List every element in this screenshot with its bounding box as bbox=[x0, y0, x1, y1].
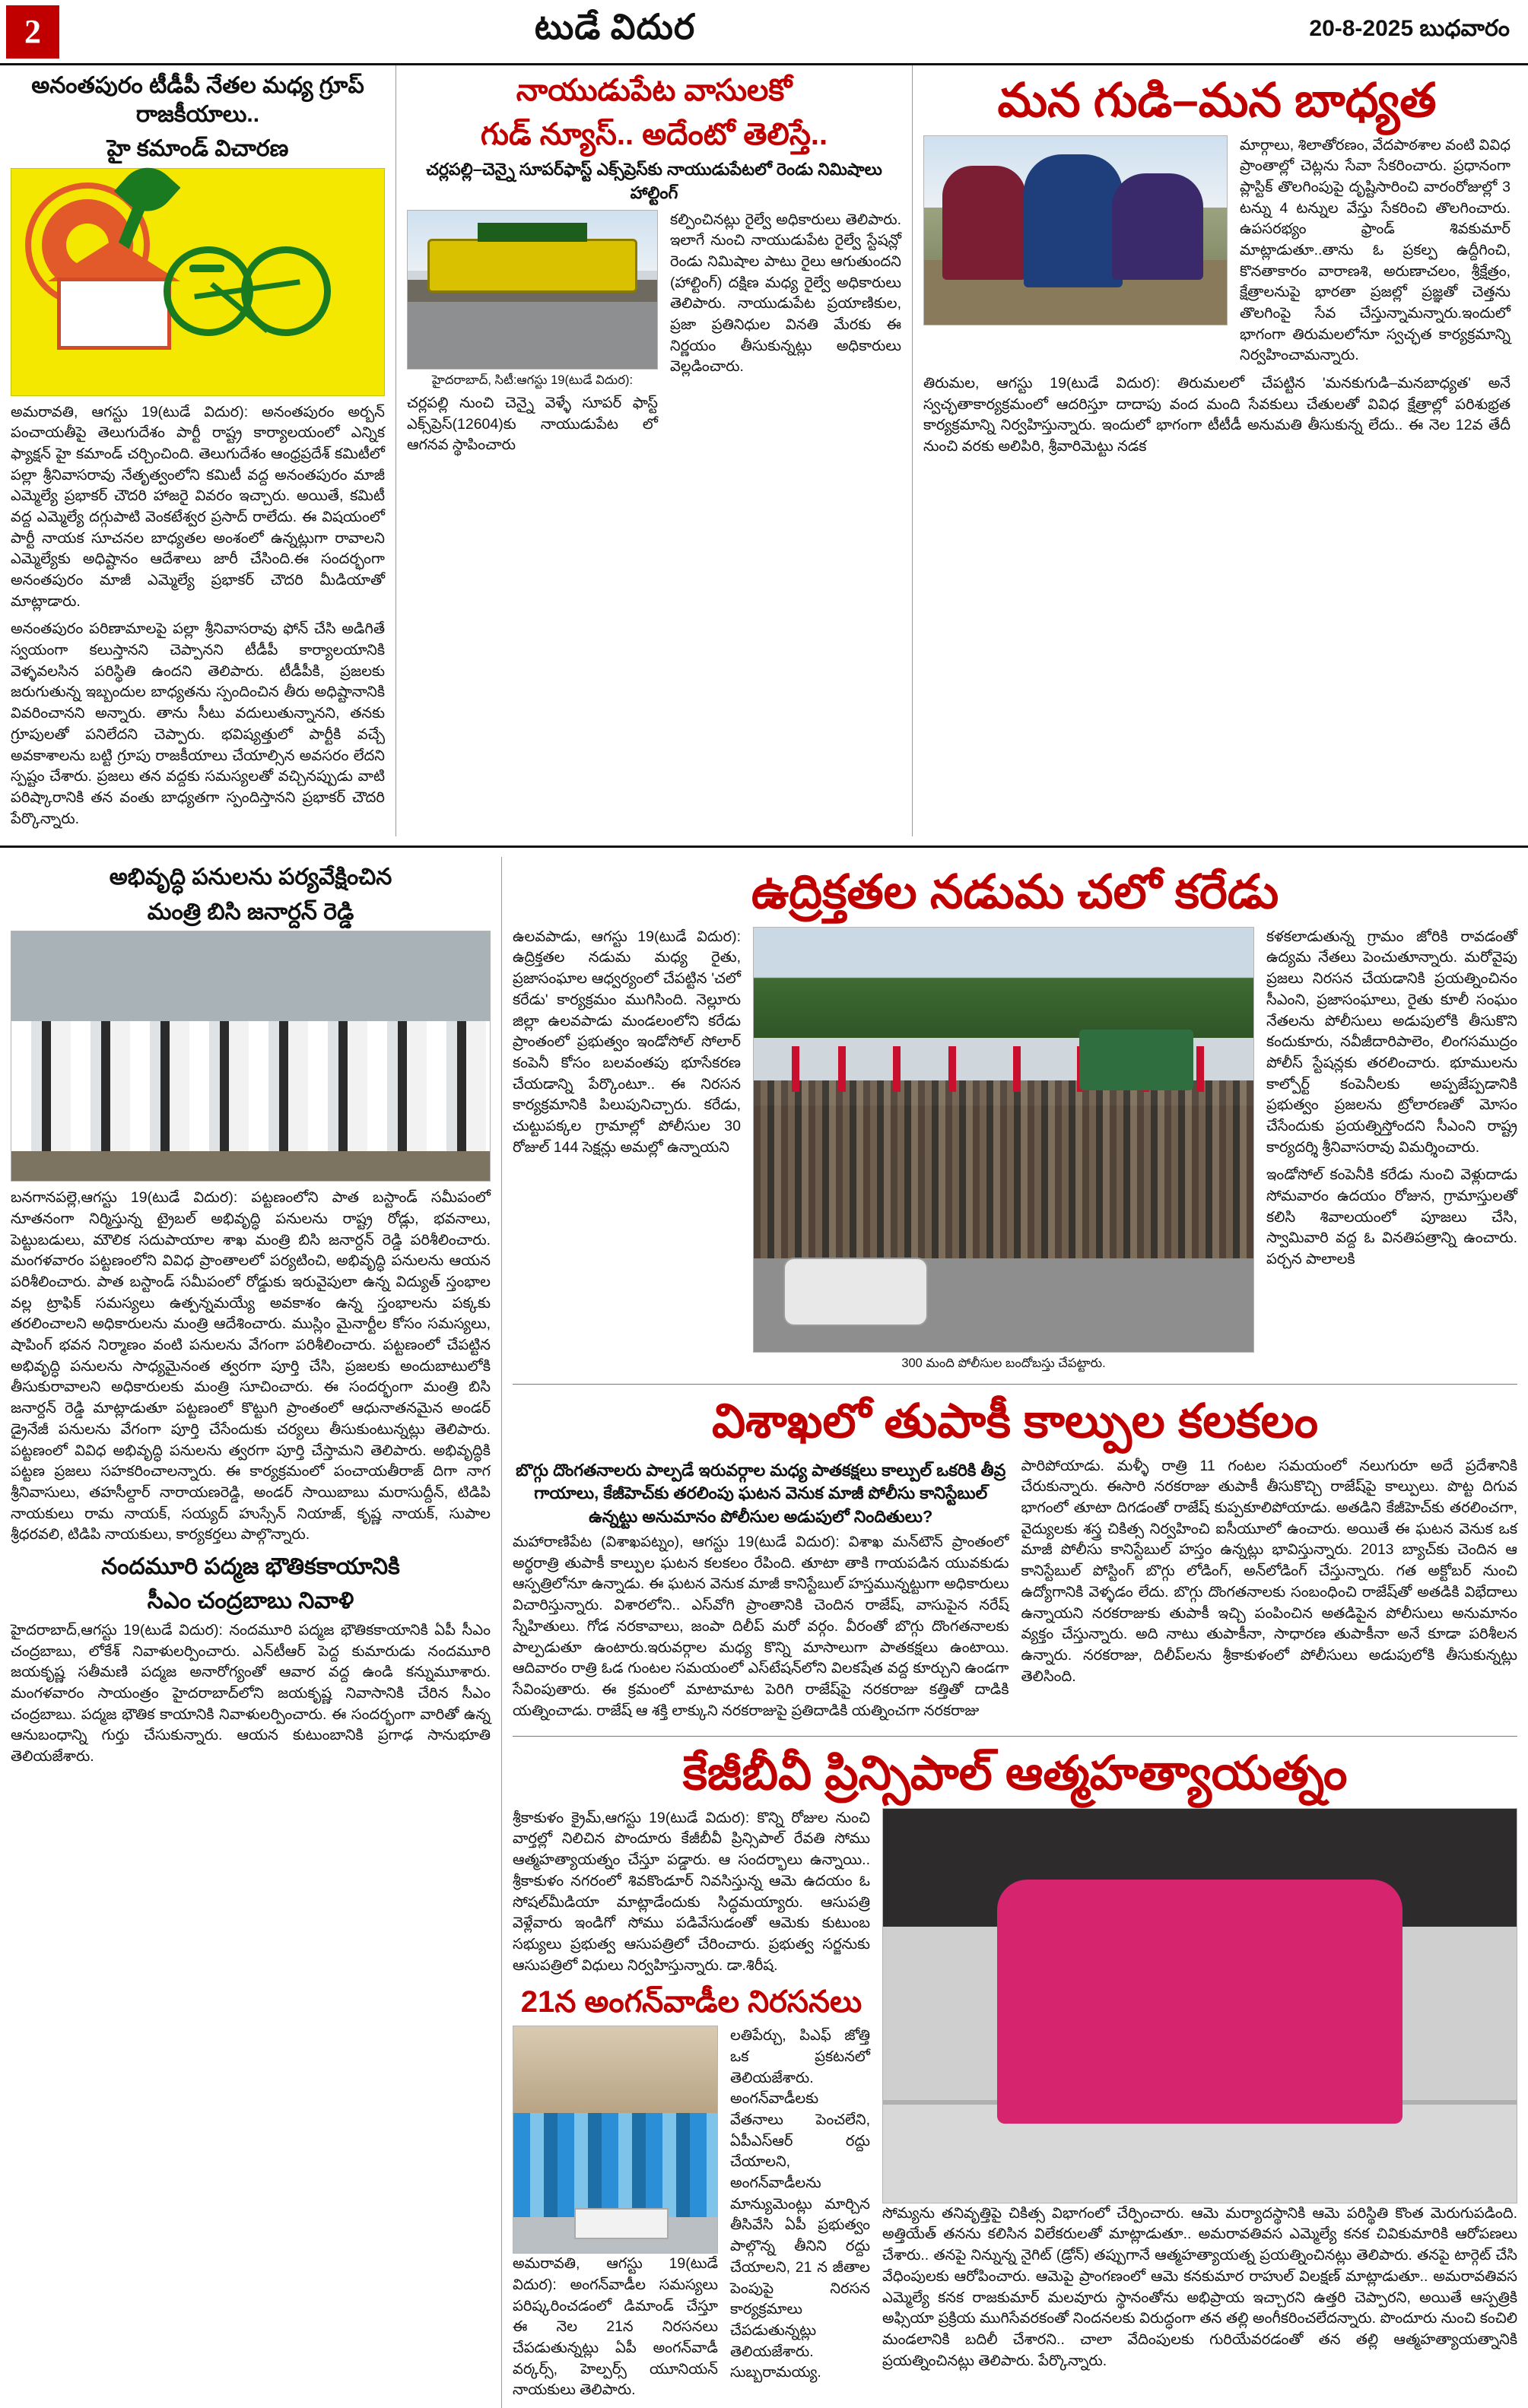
mid-section bbox=[0, 857, 1528, 2408]
tdp-paragraph-2: అనంతపురం పరిణామాలపై పల్లా శ్రీనివాసరావు ఫోన్ చేసి అడిగితే స్వయంగా కలుస్తానని చెప్పానని టీడీపీ కార్యాలయానికి వెళ్ళవలసిన పరిస్థితి ఉందని తెలిపారు. టీడీపీకి, ప్రజలకు జరుగుతున్న ఇబ్బందుల బాధ్యతను స్పందించిన తీరు అధిష్టానానికి వివరించానని అన్నారు. తాను సీటు వదులుతున్నానని, తనకు గ్రూపులతో పనిలేదని చెప్పారు. భవిష్యత్తులో పార్టీకి వచ్చే అవకాశాలను బట్టి గ్రూపు రాజకీయాలు చేయాల్సిన అవసరం లేదని స్పష్టం చేశారు. ప్రజలు తన వద్దకు సమస్యలతో వచ్చినప్పుడు వాటి పరిష్కారానికి తన వంతు బాధ్యతగా స్పందిస్తానని ప్రభాకర్ చౌదరి పేర్కొన్నారు. bbox=[11, 620, 385, 827]
top-section bbox=[0, 65, 1528, 836]
naidupeta-paragraph-1: చర్లపల్లి నుంచి చెన్నై వెళ్ళే సూపర్ ఫాస్ట్ ఎక్స్‌ప్రెస్(12604)కు నాయుడుపేట లో ఆగనవ స్థాపించారు bbox=[407, 395, 658, 454]
story-kgbv bbox=[513, 1744, 1517, 2408]
railway-station-photo bbox=[407, 210, 658, 370]
nandamuri-headline-line1: నందమూరి పద్మజ భౌతికకాయానికి bbox=[101, 1553, 400, 1579]
story-ulavapadu bbox=[513, 863, 1517, 1376]
visakha-paragraph-1: మహారాణిపేట (విశాఖపట్నం), ఆగస్టు 19(టుడే విదుర): విశాఖ మన్‌టౌన్ ప్రాంతంలో అర్థరాత్రి తుపాకీ కాల్పుల ఘటన కలకలం రేపింది. తూటా తాకి గాయపడిన యువకుడు ఆస్పత్రిలోనూ ఉన్నాడు. ఈ ఘటన వెనుక మాజీ కానిస్టేబుల్ హస్తమున్నట్టుగా అధికారులు విచారిస్తున్నారు. విశారలోని.. ఎస్‌వోగి ప్రాంతానికి చెందిన రాజేష్, వాసుపైన నరేష్ స్నేహితులు. గోడ నరకావాలు, జంపా దిలీప్ మరో వర్గం. వీరంతో బొగ్గు దొంగతనాలకు పాల్పడుతూ ఉంటారు.ఇరువర్గాల మధ్య కొన్ని మాసాలుగా పాతకక్షలు ఉంటాయి. ఆదివారం రాత్రి ఓడ గుంటల సమయంలో ఎస్‌టేషన్‌లోని విలకషేత వద్ద కూర్చుని ఉండగా సేవింపుతారు. ఈ క్రమంలో మాటామాట పెరిగి రాజేష్‌పై నరకరాజు కత్తితో దాడికి యత్నించాడు. రాజేష్ ఆ శక్తి లాక్కుని నరకరాజుపై ప్రతిదాడికి యత్నించగా నరకరాజు bbox=[513, 1534, 1009, 1719]
tdp-headline-line2: హై కమాండ్ విచారణ bbox=[106, 136, 289, 161]
story-naidupeta bbox=[396, 65, 913, 836]
anganwadi-headline: 21న అంగన్‌వాడీల నిరసనలు bbox=[520, 1985, 862, 2019]
temple-seva-photo bbox=[923, 135, 1228, 325]
naidupeta-headline-line2: గుడ్ న్యూస్.. అదేంటో తెలిస్తే.. bbox=[480, 118, 828, 151]
kgbv-paragraph-1: శ్రీకాకుళం క్రైమ్,ఆగస్టు 19(టుడే విదుర): కొన్ని రోజుల నుంచి వార్తల్లో నిలిచిన పొందూరు కేజీబీవీ ప్రిన్సిపాల్ రేవతి సోము ఆత్మహత్యాయత్నం చేస్తూ పడ్డారు. ఆ సందర్భాలు ఉన్నాయి.. శ్రీకాకుళం నగరంలో శివకొండూర్ నివసిస్తున్న ఆమె ఉదయం ఓ సోషల్‌మీడియా మాట్లాడేందుకు సిద్ధమయ్యారు. ఆసుపత్రి వెళ్లేవారు ఇండిగో సోము పడివేసుడంతో ఆమెకు కుటుంబ సభ్యులు ప్రభుత్వ ఆసుపత్రిలో చేరించారు. ప్రభుత్వ సర్జనుకు ఆసుపత్రిలో విధులు నిర్వహిస్తున్నారు. డా.శిరీష. bbox=[513, 1809, 870, 1974]
naidupeta-subhead: చర్లపల్లి–చెన్నై సూపర్‌ఫాస్ట్ ఎక్స్‌ప్రెస్‌కు నాయుడుపేటలో రెండు నిమిషాలు హాల్టింగ్ bbox=[426, 160, 882, 202]
visakha-subhead: బొగ్గు దొంగతనాలరు పాల్పడే ఇరువర్గాల మధ్య పాతకక్షలు కాల్పుల్ ఒకరికి తీవ్ర గాయాలు, కేజీహెచ్‌కు తరలింపు ఘటన వెనుక మాజీ పోలీసు కానిస్టేబుల్ ఉన్నట్టు అనుమానం పోలీసుల అడుపులో నిందితులు? bbox=[516, 1460, 1006, 1527]
hospital-patient-photo bbox=[882, 1808, 1517, 2203]
anganwadi-paragraph-2: లతిపేర్చు, పిఎఫ్ జోత్తి ఒక ప్రకటనలో తెలియజేశారు. అంగన్‌వాడీలకు వేతనాలు పెంచలేని, ఏపీఎస్‌ఆర్ రద్దు చేయాలని, అంగన్‌వాడీలను మాన్యుమెంట్లు మార్చిన తీసివేసి ఏపీ ప్రభుత్వం పాల్గొన్న తీనిని రద్దు చేయాలని, 21 న జీతాల పెంపుపై నిరసన కార్యక్రమాలు చేపడుతున్నట్లు తెలియజేశారు. సుబ్బరామయ్య. bbox=[730, 2027, 870, 2381]
ulavapadu-photo-caption: 300 మంది పోలీసుల బందోబస్తు చేపట్టారు. bbox=[901, 1356, 1106, 1370]
anganwadi-protest-photo bbox=[513, 2026, 718, 2254]
ulavapadu-headline: ఉద్రిక్తతల నడుమ చలో కరేడు bbox=[751, 866, 1279, 919]
temple-paragraph-1: మార్గాలు, శిలాతోరణం, వేదపాఠశాల వంటి వివిధ ప్రాంతాల్లో చెట్లను సేవా సేకరించారు. ప్రధానంగా ప్లాస్టిక్ తొలగింపుపై దృష్టిసారించి వారంరోజుల్లో 3 టన్ను 4 టన్నుల వేస్తు సేకరించి తొలగించారు. ఉపసరభ్యం ఫ్రాండ్ శివకుమార్ మాట్లాడుతూ..తాను ఓ ప్రకల్ప ఉద్దీగించి, కొనతాకారం వారాణశి, అరుణాచలం, శ్రీక్షేత్రం, క్షేత్రాలనుపై భారతా ప్రజల్లో ప్రజ్ఞతో చెత్తను తొలగింపై సేవ చేస్తున్నామన్నారు.ఇందులో భాగంగా తిరుమలలోనూ స్వచ్ఛత కార్యక్రమాన్ని నిర్వహించామన్నారు. bbox=[1240, 136, 1511, 364]
temple-paragraph-2: తిరుమల, ఆగస్టు 19(టుడే విదుర): తిరుమలలో చేపట్టిన 'మనకుగుడి–మనబాధ్యత' అనే స్వచ్ఛతాకార్యక్రమంలో ఆదరిస్తూ దాదాపు వంద మంది సేవకులు చేతులతో వివిధ క్షేత్రాల్లో పరిశుభ్రత కార్యక్రమాన్ని నిర్వహిస్తున్నారు. ఇందులో భాగంగా టీటీడీ అనుమతి తీసుకున్న లేదు.. ఈ నెల 12వ తేదీ నుంచి వరకు అలిపిరి, శ్రీవారిమెట్టు నడక bbox=[923, 375, 1511, 455]
anganwadi-paragraph-1: అమరావతి, ఆగస్టు 19(టుడే విదుర): అంగన్‌వాడీల సమస్యలు పరిష్కరించడంలో డిమాండ్ చేస్తూ ఈ నెల 21న నిరసనలు చేపడుతున్నట్లు ఏపీ అంగన్‌వాడీ వర్కర్స్, హెల్పర్స్ యూనియన్ నాయకులు తెలిపారు. bbox=[513, 2255, 718, 2399]
page-number: 2 bbox=[6, 5, 59, 59]
nandamuri-headline-line2: సీఎం చంద్రబాబు నివాళి bbox=[147, 1588, 354, 1614]
house-icon bbox=[57, 278, 171, 350]
paper-title: టుడే విదుర bbox=[534, 8, 696, 46]
story-temple bbox=[913, 65, 1521, 836]
section-divider-1 bbox=[0, 845, 1528, 848]
cycle-icon bbox=[164, 222, 331, 336]
visakha-paragraph-2: పారిపోయాడు. మళ్ళీ రాత్రి 11 గంటల సమయంలో నలుగురూ అదే ప్రదేశానికి చేరుకున్నారు. ఈసారి నరకరాజు తుపాకీ తీసుకొచ్చి రాజేష్‌పై కాల్పులు. పొట్ట దిగువ భాగంలో తూటా దిగడంతో రాజేష్ కుప్పకూలిపోయాడు. అతడిని కేజీహెచ్‌కు తరలించగా, వైద్యులకు శస్త్ర చికిత్స నిర్వహించి ఐసీయూలో ఉంచారు. అయితే ఈ ఘటన వెనుక ఒక మాజీ పోలీసు కానిస్టేబుల్ హస్తం ఉన్నట్లు భావిస్తున్నారు. 2013 బ్యాచ్‌కు చెందిన ఆ కానిస్టేబుల్ పోస్టింగ్ బొగ్గు లోడింగ్, అన్‌లోడింగ్ చేస్తున్నారు. గత అక్టోబర్ నుంచి ఉద్యోగానికి వెళ్ళడం లేదు. బొగ్గు దొంగతనాలకు సంబంధించి రాజేష్‌తో అతడికి విభేదాలు ఉన్నాయని నరకరాజుకు తుపాకీ ఇచ్చి పంపించిన అతడిపైన పోలీసులు అనుమానం వ్యక్తం చేస్తున్నారు. అది నాటు తుపాకీనా, సాధారణ తుపాకీనా అనే కూడా పరిశీలన ఉన్నారు. నరకరాజు, దిలీప్‌లను శ్రీకాకుళంలో పోలీసులు అడుపులోకి తీసుకున్నట్లు తెలిసింది. bbox=[1021, 1457, 1517, 1685]
protest-crowd-photo bbox=[753, 927, 1254, 1353]
masthead bbox=[0, 0, 1528, 65]
publication-date: 20-8-2025 బుధవారం bbox=[1309, 16, 1510, 41]
ulavapadu-paragraph-3: ఇండోసోల్ కంపెనీకి కరేడు నుంచి వెళ్లుదాడు సోమవారం ఉదయం రోజున, గ్రామాస్తులతో కలిసి శివాలయంలో పూజలు చేసి, స్వామివారి వద్ద ఓ వినతిపత్రాన్ని ఉంచారు. పర్చన పాలాలకి bbox=[1266, 1166, 1517, 1268]
naidupeta-paragraph-2: కల్పించినట్లు రైల్వే అధికారులు తెలిపారు. ఇలాగే నుంచి నాయుడుపేట రైల్వే స్టేషన్లో రెండు నిమిషాల పాటు రైలు ఆగుతుందని (హాల్టింగ్) దక్షిణ మధ్య రైల్వే అధికారులు తెలిపారు. నాయుడుపేట ప్రయాణికుల, ప్రజా ప్రతినిధుల వినతి మేరకు ఈ నిర్ణయం తీసుకున్నట్లు అధికారులు వెల్లడించారు. bbox=[670, 211, 901, 376]
section-divider-2 bbox=[513, 1384, 1517, 1385]
tdp-paragraph-1: అమరావతి, ఆగస్టు 19(టుడే విదుర): అనంతపురం అర్బన్ పంచాయతీపై తెలుగుదేశం పార్టీ రాష్ట్ర కార్యాలయంలో ఎన్నిక ఫ్యాక్షన్ హై కమాండ్ చర్చించింది. తెలుగుదేశం ఆంధ్రప్రదేశ్ కమిటీలో పల్లా శ్రీనివాసరావు నేతృత్వంలోని కమిటీ వద్ద అనంతపురం మాజీ ఎమ్మెల్యే ప్రభాకర్ చౌదరి హాజరై వివరం ఇచ్చారు. అయితే, కమిటీ వద్ద ఎమ్మెల్యే దగ్గుపాటి వెంకటేశ్వర ప్రసాద్ రాలేదు. ఈ విషయంలో పార్టీ నాయక సూచనల బాధ్యతల అంశంలో ఉన్నట్లుగా రావాలని ఎమ్మెల్యేకు అధిష్టానం ఆదేశాలు జారీ చేసింది.ఈ సందర్భంగా అనంతపురం మాజీ ఎమ్మెల్యే ప్రభాకర్ చౌదరి మీడియాతో మాట్లాడారు. bbox=[11, 403, 385, 610]
minister-inspection-photo bbox=[11, 931, 491, 1182]
tdp-headline-line1: అనంతపురం టీడీపీ నేతల మధ్య గ్రూప్ రాజకీయాలు.. bbox=[31, 73, 364, 127]
story-tdp-group bbox=[0, 65, 396, 836]
naidupeta-headline-line1: నాయుడుపేట వాసులకో bbox=[516, 74, 793, 107]
visakha-headline: విశాఖలో తుపాకీ కాల్పుల కలకలం bbox=[711, 1395, 1319, 1448]
temple-headline: మన గుడి–మన బాధ్యత bbox=[997, 75, 1437, 127]
kgbv-paragraph-2: సోమ్యను తనివృత్తిపై చికిత్స విభాగంలో చేర్పించారు. ఆమె మర్యాదస్థానికి ఆమె పరిస్థితి కొంత మెరుగుపడింది. అత్తియేత్ తనను కలిసిన విలేకరులతో మాట్లాడుతూ.. అమరావతివస ఎమ్మెల్యే కనక చివికుమారికి ఆరోపణలు చేశారు.. తనపై నిన్నున్న నైగిట్ (డ్రోన్) తప్పుగానే ఆత్మహత్యాయత్న ప్రయత్నించినట్లు తెలిపారు. తనపై టార్గెట్ చేసి వేధింపులకు ఆరోపించారు. ఆమెపై ప్రాంగణంలో ఆమె కనకుమార రాహుల్ విలక్షణ్ మాట్లాడుతూ.. అమరావతివస ఎమ్మెల్యే కనక రాజకుమార్ మలవూరు స్థానంతోను అభిప్రాయ ఇచ్చారని ఉత్తరి చెప్పారని, అయితే ఆస్పత్రికి అఫ్సియా ప్రక్రియ ముగిసేవరకంతో నిందనలకు విరుద్ధంగా తన తల్లి అంగీకరించలేదన్నారు. పొందూరు నుంచి కంచిలి మండలానికి బదిలీ చేశారని.. చాలా వేదింపులకు గురియేవరడంతో తన తల్లి ఆత్మహత్యాయత్నానికి ప్రయత్నించినట్లు తెలిపారు. పేర్కొన్నారు. bbox=[882, 2204, 1517, 2369]
nandamuri-paragraph-1: హైదరాబాద్,ఆగస్టు 19(టుడే విదుర): నందమూరి పద్మజ భౌతికకాయానికి ఏపీ సీఎం చంద్రబాబు, లోకేశ్ నివాళులర్పించారు. ఎన్‌టీఆర్ పెద్ద కుమారుడు నందమూరి జయకృష్ణ సతీమణి పద్మజ అనారోగ్యంతో ఆవార వద్ద ఉండి కన్నుమూశారు. మంగళవారం సాయంత్రం హైదరాబాద్‌లోని జయకృష్ణ నివాసానికి చేరిన సీఎం చంద్రబాబు. పద్మజ భౌతిక కాయానికి నివాళులర్పించారు. ఈ సందర్భంగా వారితో ఉన్న ఆనుబంధాన్ని గుర్తు చేసుకున్నారు. ఆయన కుటుంబానికి ప్రగాఢ సానుభూతి తెలియజేశారు. bbox=[11, 1621, 491, 1766]
ulavapadu-paragraph-1: ఉలవపాడు, ఆగస్టు 19(టుడే విదుర): ఉద్రిక్తతల నడుమ మధ్య రైతు, ప్రజాసంఘాల ఆధ్వర్యంలో చేపట్టిన 'చలో కరేడు' కార్యక్రమం ముగిసింది. నెల్లూరు జిల్లా ఉలవపాడు మండలంలోని కరేడు ప్రాంతంలో ప్రభుత్వం ఇండోసోల్ సోలార్ కంపెనీ కోసం బలవంతపు భూసేకరణ చేయడాన్ని పేర్కొంటూ.. ఈ నిరసన కార్యక్రమానికి పిలుపునిచ్చారు. కరేడు, చుట్టుపక్కల గ్రామాల్లో పోలీసుల 30 రోజుల్ 144 సెక్షన్లు అమల్లో ఉన్నాయని bbox=[513, 928, 741, 1156]
naidupeta-photo-caption: హైదరాబాద్, సిటీ:ఆగస్టు 19(టుడే విదుర): bbox=[431, 373, 634, 387]
right-column-stack bbox=[502, 857, 1528, 2408]
ulavapadu-paragraph-2: కళకలాడుతున్న గ్రామం జోరికి రావడంతో ఉద్యమ నేతలు పెంచుతూన్నారు. మరోవైపు ప్రజలు నిరసన చేయడానికి ప్రయత్నించినం సీఎంని, ప్రజాసంఘాలు, రైతు కూలీ సంఘం నేతలను పోలీసులు అడుపులోకి తీసుకొని కందుకూరు, నవీజీదారిపాలెం, లింగసముద్రం పోలీస్ స్టేషన్లకు తరలించారు. భూములను కాల్పోర్ట్ కంపెనీలకు అప్పజేప్పడానికి ప్రభుత్వం ప్రజలను ట్రోలారణతో మోసం చేసేందుకు ప్రయత్నిస్తోందని సీఎంని రాష్ట్ర కార్యదర్శి శ్రీనివాసరావు విమర్శించారు. bbox=[1266, 928, 1517, 1156]
kgbv-headline: కేజీబీవీ ప్రిన్సిపాల్ ఆత్మహత్యాయత్నం bbox=[682, 1747, 1348, 1800]
bci-paragraph-1: బనగానపల్లె,ఆగస్టు 19(టుడే విదుర): పట్టణంలోని పాత బస్టాండ్ సమీపంలో నూతనంగా నిర్మిస్తున్న ట్రైబల్ అభివృద్ధి పనులను రాష్ట్ర రోడ్లు, భవనాలు, పెట్టుబడులు, మౌలిక సదుపాయాల శాఖ మంత్రి బిసి జనార్దన్ రెడ్డి పరిశీలించారు. మంగళవారం పట్టణంలోని వివిధ ప్రాంతాలలో పర్యటించి, అభివృద్ధి పనులను ఆయన పరిశీలించారు. పాత బస్టాండ్ సమీపంలో రోడ్డుకు ఇరువైపులా ఉన్న విద్యుత్ స్తంభాల వల్ల ట్రాఫిక్ సమస్యలు ఉత్పన్నమయ్యే అవకాశం ఉన్న స్తంభాలను పక్కకు తరలించాలని అధికారులను మంత్రి ఆదేశించారు. ముస్లిం మైనార్టీల కోసం సమస్యలు, షాపింగ్ భవన నిర్మాణం వంటి పనులను వేగంగా పరిశీలించారు. పట్టణంలో చేపట్టిన అభివృద్ధి పనులను సాధ్యమైనంత త్వరగా పూర్తి చేసి, ప్రజలకు అందుబాటులోకి తీసుకురావాలని అధికారులకు మంత్రి సూచించారు. ఈ సందర్భంగా మంత్రి బిసి జనార్దన్ రెడ్డి మాట్లాడుతూ పట్టణంలో కొట్టుగి ప్రాంతంలో ఆధునాతనమైన అండర్ డ్రైనేజీ పనులను వేగంగా పూర్తి చేసేందుకు చర్యలు తీసుకుంటున్నట్లు తెలిపారు. పట్టణంలో వివిధ అభివృద్ధి పనులను త్వరగా పూర్తి చేస్తామని తెలిపారు. అభివృద్ధికి పట్టణ ప్రజలు సహకరించాలన్నారు. ఈ కార్యక్రమంలో పంచాయతీరాజ్ దిగా నాగ శ్రీనివాసులు, తహసీల్దార్ నారాయణరెడ్డి, అండర్ సాయిబాబు మరాసుద్దీన్, టిడిపి నాయకులు రామ నాయక్, సయ్యద్ హుస్సేన్ నియాజ్, కృష్ణ నాయక్, సుపాల శ్రీధరవలి, టిడిపి నాయకులు, కార్యకర్తలు పాల్గొన్నారు. bbox=[11, 1189, 491, 1543]
bci-headline-line2: మంత్రి బిసి జనార్దన్ రెడ్డి bbox=[147, 899, 354, 925]
bci-headline-line1: అభివృద్ధి పనులను పర్యవేక్షించిన bbox=[109, 865, 392, 890]
party-symbols-graphic bbox=[11, 168, 385, 396]
house-roof-icon bbox=[48, 240, 180, 281]
left-column-stack bbox=[0, 857, 502, 2408]
section-divider-3 bbox=[513, 1736, 1517, 1737]
story-visakha bbox=[513, 1392, 1517, 1728]
